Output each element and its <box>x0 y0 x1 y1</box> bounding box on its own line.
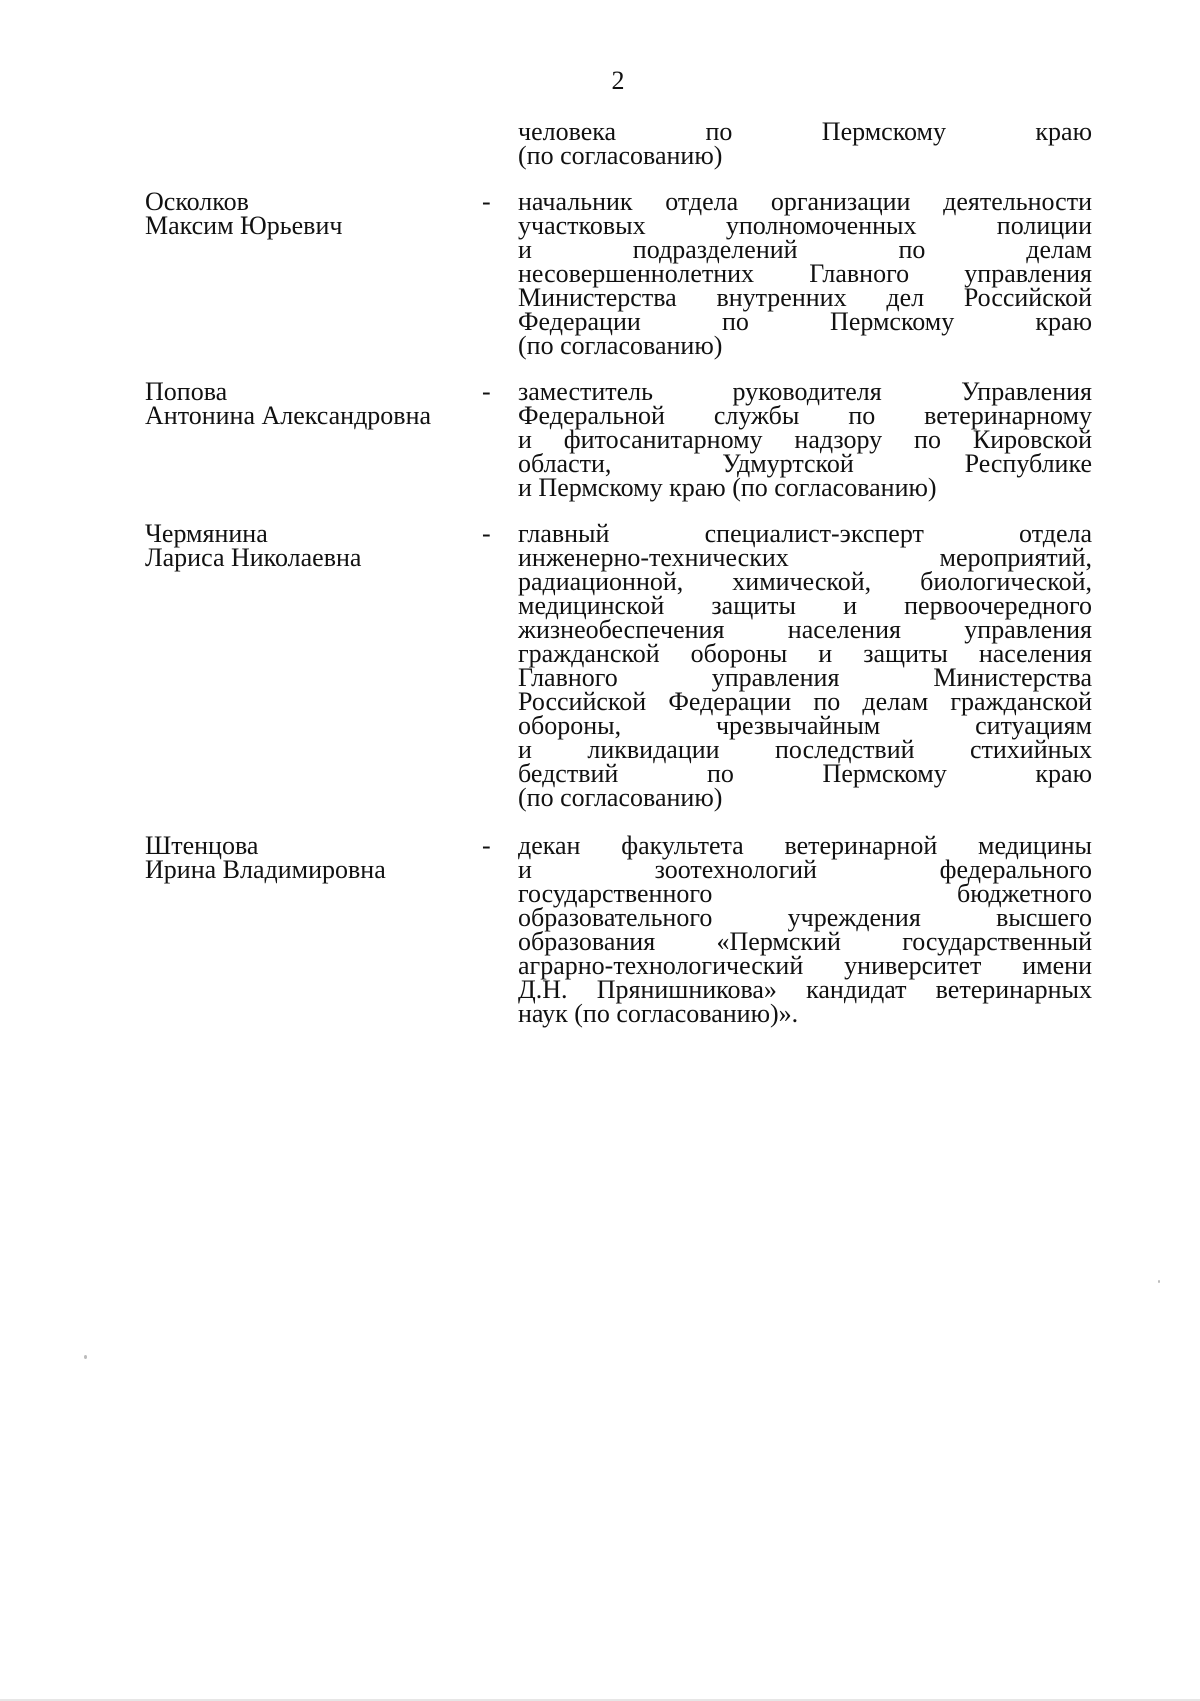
text-line: Министерства внутренних дел Российской <box>518 283 1092 312</box>
text-line: и ликвидации последствий стихийных <box>518 735 1092 764</box>
scan-speck <box>1158 1280 1160 1283</box>
text-line: инженерно-технических мероприятий, <box>518 543 1092 572</box>
text-line: Российской Федерации по делам гражданской <box>518 687 1092 716</box>
text-line: радиационной, химической, биологической, <box>518 567 1092 596</box>
text-line: образовательного учреждения высшего <box>518 903 1092 932</box>
text-line: наук (по согласованию)». <box>518 999 799 1028</box>
text-line: Федеральной службы по ветеринарному <box>518 401 1092 430</box>
separator-dash: - <box>482 519 491 548</box>
text-line: бедствий по Пермскому краю <box>518 759 1092 788</box>
separator-dash: - <box>482 377 491 406</box>
member-position <box>518 519 1092 812</box>
text-line: государственного бюджетного <box>518 879 1092 908</box>
text-line: участковых уполномоченных полиции <box>518 211 1092 240</box>
text-line: аграрно-технологический университет имени <box>518 951 1092 980</box>
text-line: Главного управления Министерства <box>518 663 1092 692</box>
text-line: Д.Н. Прянишникова» кандидат ветеринарных <box>518 975 1092 1004</box>
text-line: (по согласованию) <box>518 331 723 360</box>
member-name <box>145 831 475 884</box>
text-line: жизнеобеспечения населения управления <box>518 615 1092 644</box>
text-line: области, Удмуртской Республике <box>518 449 1092 478</box>
member-surname: Штенцова <box>145 831 259 860</box>
continuation-text <box>518 117 1092 170</box>
member-surname: Осколков <box>145 187 249 216</box>
separator-dash: - <box>482 831 491 860</box>
text-line: (по согласованию) <box>518 141 723 170</box>
text-line: (по согласованию) <box>518 783 723 812</box>
separator-dash: - <box>482 187 491 216</box>
member-position <box>518 187 1092 360</box>
member-position <box>518 377 1092 502</box>
text-line: медицинской защиты и первоочередного <box>518 591 1092 620</box>
member-surname: Попова <box>145 377 228 406</box>
text-line: и зоотехнологий федерального <box>518 855 1092 884</box>
member-given-names: Максим Юрьевич <box>145 211 343 240</box>
text-line: человека по Пермскому краю <box>518 117 1092 146</box>
text-line: начальник отдела организации деятельности <box>518 187 1092 216</box>
member-given-names: Антонина Александровна <box>145 401 432 430</box>
text-line: декан факультета ветеринарной медицины <box>518 831 1092 860</box>
member-name <box>145 187 475 240</box>
text-line: и Пермскому краю (по согласованию) <box>518 473 937 502</box>
member-name <box>145 519 475 572</box>
text-line: и подразделений по делам <box>518 235 1092 264</box>
member-surname: Чермянина <box>145 519 268 548</box>
text-line: главный специалист-эксперт отдела <box>518 519 1092 548</box>
text-line: Федерации по Пермскому краю <box>518 307 1092 336</box>
text-line: образования «Пермский государственный <box>518 927 1092 956</box>
text-line: гражданской обороны и защиты населения <box>518 639 1092 668</box>
page-number: 2 <box>611 66 625 95</box>
member-name <box>145 377 475 430</box>
scan-speck <box>84 1355 87 1359</box>
member-given-names: Лариса Николаевна <box>145 543 362 572</box>
text-line: несовершеннолетних Главного управления <box>518 259 1092 288</box>
text-line: и фитосанитарному надзору по Кировской <box>518 425 1092 454</box>
member-position <box>518 831 1092 1028</box>
text-line: обороны, чрезвычайным ситуациям <box>518 711 1092 740</box>
text-line: заместитель руководителя Управления <box>518 377 1092 406</box>
member-given-names: Ирина Владимировна <box>145 855 386 884</box>
